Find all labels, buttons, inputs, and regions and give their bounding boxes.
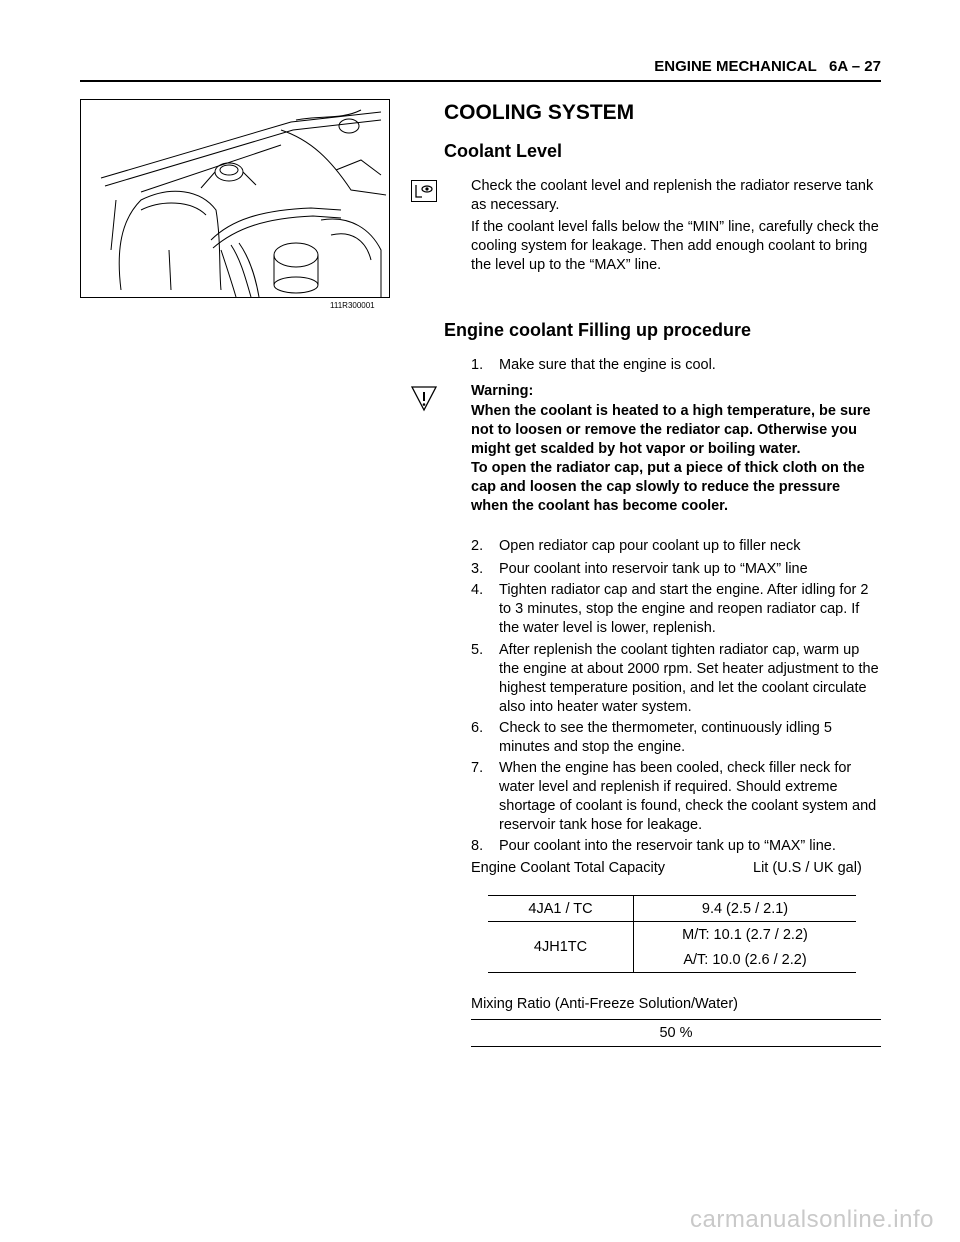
engine-bay-drawing bbox=[81, 100, 389, 297]
coolant-level-heading: Coolant Level bbox=[444, 141, 563, 161]
step-text: Pour coolant into the reservoir tank up to “MAX” line. bbox=[499, 838, 836, 854]
step-item bbox=[471, 356, 881, 375]
capacity-table bbox=[488, 895, 856, 973]
table-cell-value: 9.4 (2.5 / 2.1) bbox=[701, 900, 789, 917]
mixing-ratio-value: 50 % bbox=[471, 1019, 881, 1047]
step-item bbox=[471, 837, 881, 856]
step-item bbox=[471, 581, 881, 638]
step-number: 7. bbox=[471, 760, 484, 776]
step-text: Open rediator cap pour coolant up to filler neck bbox=[499, 538, 801, 554]
capacity-label: Engine Coolant Total Capacity bbox=[471, 860, 665, 876]
step-text: When the engine has been cooled, check filler neck for water level and replenish if required. Should extreme shortage of coolant is found, check the coolant system and reservoir tank hose for leakage. bbox=[499, 760, 877, 833]
step-item bbox=[471, 759, 881, 835]
eye-inspect-icon bbox=[411, 180, 437, 202]
step-item bbox=[471, 641, 881, 717]
filling-procedure-heading: Engine coolant Filling up procedure bbox=[444, 320, 752, 340]
section-title: COOLING SYSTEM bbox=[444, 101, 635, 124]
warning-text: When the coolant is heated to a high temperature, be sure not to loosen or remove the rediator cap. Otherwise you might get scalded by hot vapor or boiling water. To open the radiator cap, put a piece of thick cloth on the cap and loosen the cap slowly to reduce the pressure when the coolant has become cooler. bbox=[471, 403, 871, 514]
illustration-code: 111R300001 bbox=[330, 301, 375, 310]
step-item bbox=[471, 560, 881, 579]
step-number: 5. bbox=[471, 642, 484, 658]
table-row bbox=[488, 922, 856, 949]
warning-label: Warning: bbox=[471, 383, 534, 399]
coolant-level-paragraph-1: Check the coolant level and replenish the radiator reserve tank as necessary. bbox=[471, 178, 874, 213]
header-title: ENGINE MECHANICAL 6A – 27 bbox=[654, 58, 881, 75]
engine-bay-illustration bbox=[80, 99, 390, 298]
table-cell-model: 4JA1 / TC bbox=[488, 896, 634, 922]
page-header bbox=[80, 58, 881, 82]
warning-triangle-icon bbox=[411, 384, 437, 412]
table-cell-value: A/T: 10.0 (2.6 / 2.2) bbox=[634, 948, 857, 973]
table-row bbox=[488, 896, 856, 922]
step-number: 4. bbox=[471, 582, 484, 598]
step-item bbox=[471, 537, 881, 556]
step-text: Pour coolant into reservoir tank up to “MAX” line bbox=[499, 561, 808, 577]
mixing-ratio-label: Mixing Ratio (Anti-Freeze Solution/Water) bbox=[471, 996, 738, 1012]
step-number: 2. bbox=[471, 538, 484, 554]
step-number: 8. bbox=[471, 838, 484, 854]
step-text: After replenish the coolant tighten radiator cap, warm up the engine at about 2000 rpm. Set heater adjustment to the highest temperature position, and let the coolant circulate also into heater water system. bbox=[499, 642, 879, 715]
step-text: Make sure that the engine is cool. bbox=[499, 357, 716, 373]
step-text: Check to see the thermometer, continuously idling 5 minutes and stop the engine. bbox=[499, 720, 832, 755]
step-number: 3. bbox=[471, 561, 484, 577]
step-text: Tighten radiator cap and start the engine. After idling for 2 to 3 minutes, stop the engine and reopen radiator cap. If the water level is lower, replenish. bbox=[499, 582, 869, 636]
table-cell-model: 4JH1TC bbox=[488, 922, 634, 973]
step-number: 1. bbox=[471, 357, 484, 373]
step-number: 6. bbox=[471, 720, 484, 736]
coolant-level-paragraph-2: If the coolant level falls below the “MIN” line, carefully check the cooling system for leakage. Then add enough coolant to bring the level up to the “MAX” line. bbox=[471, 219, 879, 273]
step-item bbox=[471, 719, 881, 757]
table-cell-value: M/T: 10.1 (2.7 / 2.2) bbox=[682, 927, 808, 943]
capacity-unit: Lit (U.S / UK gal) bbox=[753, 860, 862, 876]
watermark: carmanualsonline.info bbox=[690, 1206, 934, 1233]
